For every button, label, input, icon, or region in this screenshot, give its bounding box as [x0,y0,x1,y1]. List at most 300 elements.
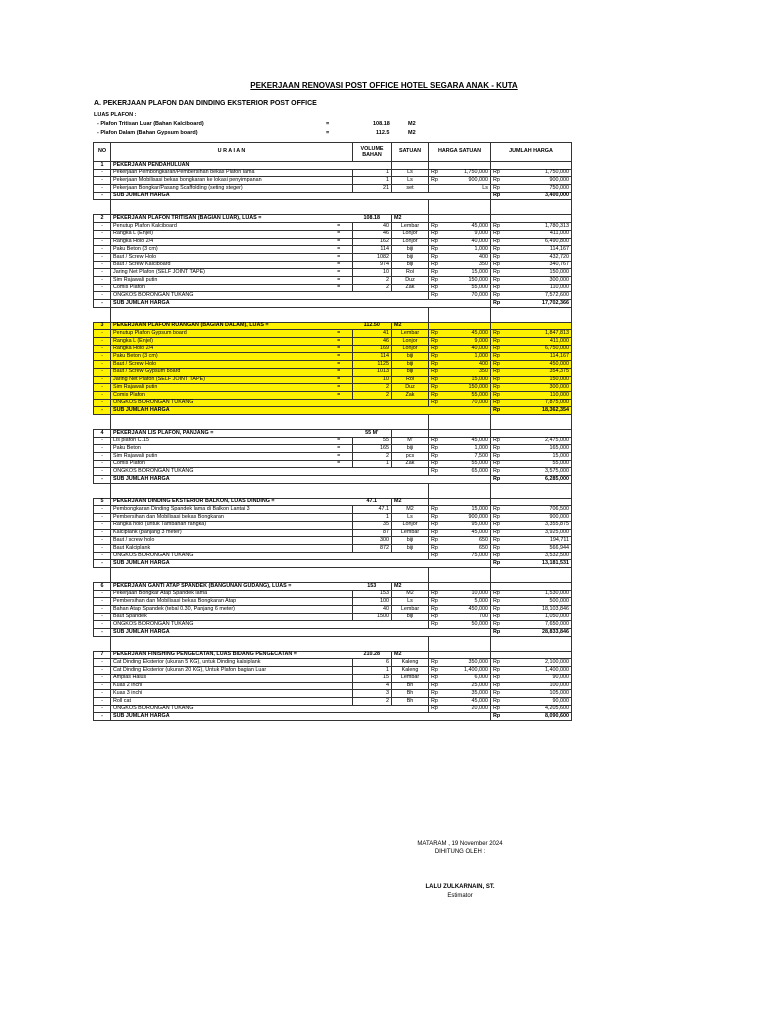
item-volume: 1 [353,177,392,185]
row-dash: - [94,544,111,552]
item-volume: 1125 [353,361,392,369]
currency-label: Rp [429,269,436,277]
currency-label: Rp [429,353,436,361]
empty-cell [491,582,572,590]
header-jumlah-harga: JUMLAH HARGA [491,143,572,162]
item-description: Jaring Net Plafon (SELF JOINT TAPE) [111,269,326,277]
row-dash: - [94,468,111,476]
item-volume: 35 [353,521,392,529]
item-volume: 40 [353,223,392,231]
spacer-cell [429,636,436,651]
item-description: Rangka L (Enjel) [111,338,326,346]
subtotal-row [94,407,572,415]
header-uraian: U R A I A N [111,143,353,162]
item-total: 114,167 [499,353,572,361]
item-description: Cat Dinding Eksterior (ukuran 5 KG), untuk Dinding kalsiplank [111,659,326,667]
row-dash: - [94,552,111,560]
currency-label: Rp [429,292,436,300]
currency-label: Rp [429,261,436,269]
subtotal-label: SUB JUMLAH HARGA [111,560,491,568]
spacer-cell [111,636,326,651]
row-dash: - [94,606,111,614]
table-row [94,361,572,369]
item-total: 3,925,000 [499,529,572,537]
currency-label: Rp [491,345,499,353]
item-description: Paku Beton [111,445,326,453]
row-dash: - [94,682,111,690]
item-unit: Zak [392,284,429,292]
luas-row-value: 112.5 [376,130,390,136]
item-unit-price: 400 [436,253,491,261]
item-equals [326,667,353,675]
item-description: Kalciplank (panjang 3 meter) [111,529,326,537]
subtotal-row [94,560,572,568]
currency-label: Rp [491,598,499,606]
item-unit-price: 55,000 [436,284,491,292]
item-description: Baut / Screw Gypsum board [111,368,326,376]
item-equals [326,690,353,698]
item-description: Cat Dinding Eksterior (ukuran 20 KG), Untuk Plafon bagian Luar [111,667,326,675]
subtotal-value: 8,090,600 [499,713,572,721]
item-total: 1,050,000 [499,613,572,621]
item-unit-price: 350,000 [436,659,491,667]
currency-label: Rp [491,705,499,713]
table-row [94,682,572,690]
empty-cell [429,215,491,223]
currency-label: Rp [429,529,436,537]
row-dash: - [94,391,111,399]
item-total: 55,000 [499,460,572,468]
item-total: 3,355,875 [499,521,572,529]
row-dash: - [94,223,111,231]
section-title-row [94,162,572,170]
spacer-cell [326,483,353,498]
currency-label: Rp [491,261,499,269]
item-unit: Duz [392,384,429,392]
spacer-cell [499,200,572,215]
currency-label: Rp [429,284,436,292]
item-equals: = [326,384,353,392]
currency-label: Rp [429,453,436,461]
item-unit: Lembar [392,674,429,682]
section-title-row [94,651,572,659]
subtotal-label: SUB JUMLAH HARGA [111,713,491,721]
item-volume: 114 [353,246,392,254]
spacer-cell [392,200,429,215]
item-description: Paku Beton (3 cm) [111,353,326,361]
currency-label: Rp [429,544,436,552]
table-row [94,667,572,675]
table-row [94,529,572,537]
section-a-heading: A. PEKERJAAN PLAFON DAN DINDING EKSTERIOR POST OFFICE [94,100,317,107]
currency-label: Rp [491,230,499,238]
item-volume: 47.1 [353,506,392,514]
currency-label: Rp [491,460,499,468]
item-total: 105,000 [499,690,572,698]
ongkos-unit-price: 75,000 [436,552,491,560]
item-total: 150,000 [499,269,572,277]
spacer-cell [429,483,436,498]
item-description: Baut Kalciplank [111,544,326,552]
item-equals: = [326,345,353,353]
section-number: 5 [94,498,111,506]
item-unit-price: 1,000 [436,246,491,254]
item-unit-price: 10,000 [436,590,491,598]
spacer-cell [392,414,429,429]
currency-label: Rp [491,445,499,453]
ongkos-label: ONGKOS BORONGAN TUKANG [111,552,429,560]
item-volume: 2 [353,284,392,292]
currency-label: Rp [429,330,436,338]
spacer-cell [326,636,353,651]
currency-label: Rp [491,606,499,614]
empty-cell [491,429,572,437]
row-dash: - [94,713,111,721]
item-description: Rangka holo (untuk Tambahan rangka) [111,521,326,529]
currency-label: Rp [491,667,499,675]
ongkos-label: ONGKOS BORONGAN TUKANG [111,292,429,300]
item-unit: biji [392,368,429,376]
item-volume: 6 [353,659,392,667]
table-row [94,590,572,598]
item-volume: 1500 [353,613,392,621]
row-dash: - [94,476,111,484]
item-volume: 300 [353,537,392,545]
section-volume: 55 M' [353,429,392,437]
item-total: 194,711 [499,537,572,545]
item-description: Penutup Plafon Gypsum board [111,330,326,338]
item-volume: 1 [353,667,392,675]
header-harga-satuan: HARGA SATUAN [429,143,491,162]
item-volume: 872 [353,544,392,552]
spacer-cell [326,200,353,215]
currency-label: Rp [491,368,499,376]
row-dash: - [94,384,111,392]
row-dash: - [94,407,111,415]
item-volume: 153 [353,590,392,598]
section-unit: M2 [392,651,429,659]
subtotal-row [94,192,572,200]
spacer-cell [436,636,491,651]
ongkos-unit-price: 50,000 [436,621,491,629]
row-dash: - [94,376,111,384]
item-unit-price: 15,000 [436,506,491,514]
item-description: Baut / Screw Kalciboard [111,261,326,269]
currency-label: Rp [429,537,436,545]
item-unit-price: 45,000 [436,223,491,231]
row-dash: - [94,506,111,514]
item-volume: 2 [353,697,392,705]
ongkos-row [94,621,572,629]
ongkos-unit-price: 70,000 [436,399,491,407]
currency-label: Rp [491,376,499,384]
ongkos-unit-price: 65,000 [436,468,491,476]
row-dash: - [94,621,111,629]
section-title: PEKERJAAN PLAFON RUANGAN (BAGIAN DALAM), LUAS = [111,322,353,330]
row-dash: - [94,284,111,292]
currency-label: Rp [429,368,436,376]
spacer-cell [491,307,499,322]
item-total: 411,000 [499,338,572,346]
item-total: 1,530,000 [499,590,572,598]
luas-row-value: 108.18 [373,121,390,127]
item-equals [326,674,353,682]
spacer-cell [94,200,111,215]
currency-label: Rp [429,697,436,705]
item-total: 450,000 [499,361,572,369]
item-equals: = [326,246,353,254]
spacer-cell [94,307,111,322]
item-description: Comis Plafon [111,284,326,292]
item-unit: Lonjor [392,345,429,353]
item-description: Penutup Plafon Kalciboard [111,223,326,231]
table-row [94,445,572,453]
item-total: 6,490,800 [499,238,572,246]
section-unit: M2 [392,498,429,506]
row-dash: - [94,246,111,254]
item-total: 1,400,000 [499,667,572,675]
row-dash: - [94,521,111,529]
item-unit-price: 450,000 [436,606,491,614]
item-description: Bahan Atap Spandek (tebal 0.30, Panjang 6 meter) [111,606,326,614]
header-no: NO [94,143,111,162]
row-dash: - [94,690,111,698]
empty-cell [491,322,572,330]
item-equals: = [326,261,353,269]
item-equals [326,544,353,552]
currency-label: Rp [491,284,499,292]
spacer-cell [94,567,111,582]
section-title-row [94,429,572,437]
currency-label: Rp [491,613,499,621]
item-total: 300,000 [499,384,572,392]
item-description: Lis plafon C.15 [111,437,326,445]
currency-label: Rp [429,674,436,682]
spacer-cell [111,567,326,582]
currency-label: Rp [491,529,499,537]
item-equals [326,598,353,606]
item-equals: = [326,284,353,292]
currency-label: Rp [429,659,436,667]
item-unit-price: 1,400,000 [436,667,491,675]
item-total: 354,375 [499,368,572,376]
currency-label: Rp [491,713,499,721]
item-description: Sim Rajawali putin [111,384,326,392]
item-unit-price: 1,750,000 [436,169,491,177]
item-equals: = [326,453,353,461]
table-row [94,674,572,682]
table-row [94,223,572,231]
item-unit: biji [392,544,429,552]
item-total: 1,847,813 [499,330,572,338]
row-dash: - [94,276,111,284]
table-row [94,613,572,621]
boq-table [93,142,572,721]
spacer-cell [499,636,572,651]
item-unit: Bh [392,690,429,698]
currency-label: Rp [429,552,436,560]
row-dash: - [94,361,111,369]
currency-label: Rp [429,399,436,407]
currency-label: Rp [491,690,499,698]
currency-label: Rp [429,345,436,353]
item-unit-price: 40,000 [436,238,491,246]
item-unit: biji [392,261,429,269]
item-unit: biji [392,253,429,261]
currency-label: Rp [491,514,499,522]
section-unit [392,162,429,170]
ongkos-total: 7,572,600 [499,292,572,300]
currency-label: Rp [429,177,436,185]
item-unit-price: 5,000 [436,598,491,606]
item-description: Jaring Net Plafon (SELF JOINT TAPE) [111,376,326,384]
luas-row-label: - Plafon Tritisan Luar (Bahan Kalciboard) [97,121,204,127]
empty-cell [429,582,491,590]
table-row [94,276,572,284]
table-row [94,177,572,185]
item-total: 1,780,313 [499,223,572,231]
item-description: Baut / screw holo [111,537,326,545]
item-equals: = [326,460,353,468]
row-dash: - [94,437,111,445]
header-satuan: SATUAN [392,143,429,162]
item-total: 432,720 [499,253,572,261]
ongkos-total: 4,205,600 [499,705,572,713]
subtotal-value: 28,833,846 [499,629,572,637]
table-row [94,261,572,269]
item-volume: 169 [353,345,392,353]
item-unit-price: 650 [436,544,491,552]
item-volume: 21 [353,185,392,193]
item-volume: 1 [353,460,392,468]
item-equals: = [326,361,353,369]
currency-label: Rp [429,384,436,392]
currency-label: Rp [491,169,499,177]
item-equals [326,659,353,667]
spacer-cell [491,414,499,429]
item-unit-price: 55,000 [436,391,491,399]
section-number: 4 [94,429,111,437]
item-volume: 2 [353,276,392,284]
item-equals: = [326,391,353,399]
row-dash: - [94,353,111,361]
table-row [94,391,572,399]
currency-label: Rp [429,506,436,514]
spacer-cell [499,567,572,582]
table-row [94,384,572,392]
item-unit-price: 9,000 [436,230,491,238]
currency-label: Rp [491,468,499,476]
currency-label: Rp [429,598,436,606]
subtotal-row [94,300,572,308]
item-volume: 46 [353,230,392,238]
subtotal-label: SUB JUMLAH HARGA [111,629,491,637]
item-volume: 41 [353,330,392,338]
ongkos-total: 3,575,000 [499,468,572,476]
item-equals: = [326,223,353,231]
signature-name: LALU ZULKARNAIN, ST. [425,884,495,890]
item-volume: 46 [353,338,392,346]
item-equals: = [326,338,353,346]
currency-label: Rp [429,253,436,261]
spacer-cell [429,307,436,322]
row-dash: - [94,368,111,376]
currency-label: Rp [491,560,499,568]
luas-plafon-label: LUAS PLAFON : [94,112,137,118]
item-total: 15,000 [499,453,572,461]
currency-label: Rp [429,437,436,445]
currency-label: Rp [491,330,499,338]
spacer-cell [436,307,491,322]
item-volume: 2 [353,384,392,392]
spacer-cell [392,567,429,582]
section-volume: 153 [353,582,392,590]
row-dash: - [94,453,111,461]
ongkos-label: ONGKOS BORONGAN TUKANG [111,468,429,476]
section-spacer [94,483,572,498]
item-unit: M' [392,437,429,445]
section-unit: M2 [392,215,429,223]
item-equals [326,682,353,690]
item-equals: = [326,368,353,376]
table-row [94,697,572,705]
item-equals [326,529,353,537]
currency-label: Rp [429,682,436,690]
item-total: 110,000 [499,284,572,292]
row-dash: - [94,705,111,713]
row-dash: - [94,613,111,621]
item-unit-price: 400 [436,361,491,369]
currency-label: Rp [429,521,436,529]
subtotal-label: SUB JUMLAH HARGA [111,476,491,484]
row-dash: - [94,185,111,193]
currency-label: Rp [491,682,499,690]
row-dash: - [94,590,111,598]
table-row [94,453,572,461]
spacer-cell [491,636,499,651]
item-unit: Zak [392,460,429,468]
signature-role: Estimator [447,893,473,899]
currency-label: Rp [491,384,499,392]
ongkos-label: ONGKOS BORONGAN TUKANG [111,621,429,629]
spacer-cell [392,636,429,651]
item-description: Pekerjaan Bongkar Atap Spandek lama [111,590,326,598]
spacer-cell [326,414,353,429]
table-row [94,460,572,468]
row-dash: - [94,177,111,185]
item-unit: Lembar [392,529,429,537]
currency-label: Rp [491,437,499,445]
item-total: 900,000 [499,177,572,185]
table-row [94,506,572,514]
table-row [94,598,572,606]
currency-label: Rp [491,177,499,185]
spacer-cell [392,307,429,322]
empty-cell [429,498,491,506]
item-total: 900,000 [499,514,572,522]
section-title: PEKERJAAN GANTI ATAP SPANDEK (BANGUNAN GUDANG), LUAS = [111,582,353,590]
subtotal-value: 18,362,354 [499,407,572,415]
item-description: Baut Spandek [111,613,326,621]
item-unit: Lonjor [392,521,429,529]
ongkos-row [94,552,572,560]
spacer-cell [353,414,392,429]
item-volume: 87 [353,529,392,537]
section-title: PEKERJAAN LIS PLAFON, PANJANG = [111,429,353,437]
table-row [94,269,572,277]
currency-label: Rp [491,300,499,308]
item-unit-price: 45,000 [436,529,491,537]
